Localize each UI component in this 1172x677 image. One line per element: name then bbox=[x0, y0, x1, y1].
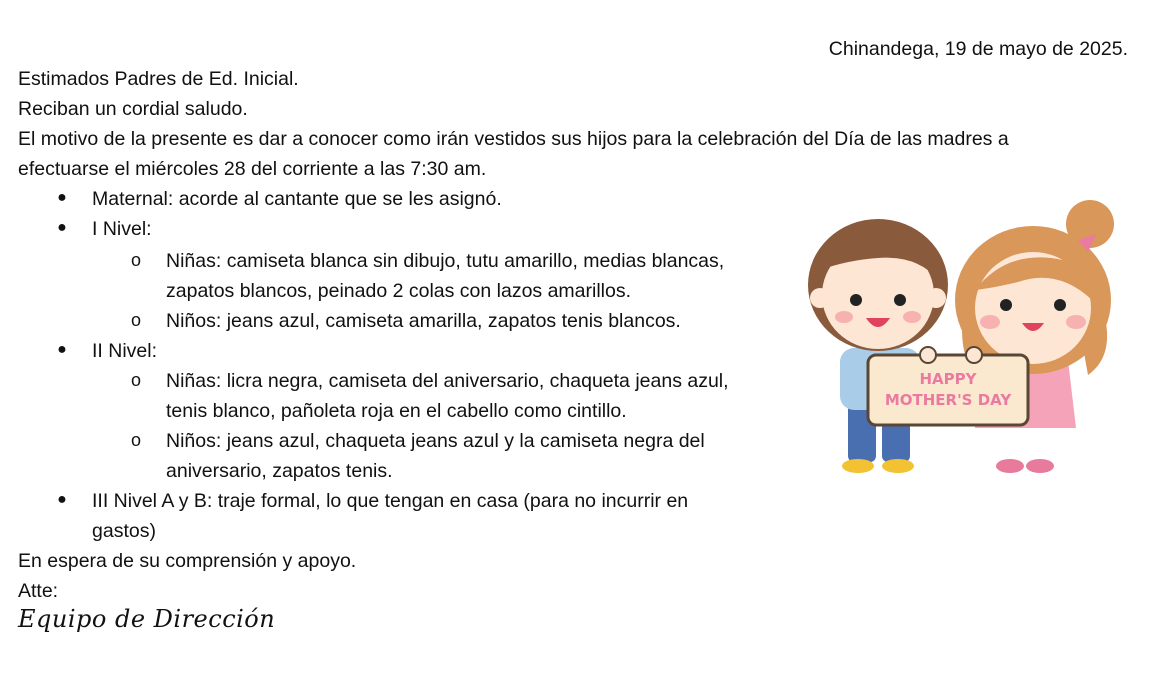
list-item-nivel1-title: I Nivel: bbox=[92, 218, 152, 240]
greeting: Estimados Padres de Ed. Inicial. bbox=[18, 68, 299, 90]
sign-line-2: MOTHER'S DAY bbox=[884, 391, 1012, 409]
nivel1-ninas-line1: Niñas: camiseta blanca sin dibujo, tutu amarillo, medias blancas, bbox=[166, 250, 725, 272]
circle-bullet-icon: o bbox=[130, 430, 141, 450]
nivel2-ninos-line1: Niños: jeans azul, chaqueta jeans azul y la camiseta negra del bbox=[166, 430, 705, 452]
intro-line-1: El motivo de la presente es dar a conocer como irán vestidos sus hijos para la celebración del Día de las madres a bbox=[18, 128, 1009, 150]
bullet-icon: ● bbox=[57, 341, 67, 358]
date-line: Chinandega, 19 de mayo de 2025. bbox=[828, 38, 1128, 60]
salutation: Reciban un cordial saludo. bbox=[18, 98, 248, 120]
sign-line-1: HAPPY bbox=[919, 370, 977, 388]
closing-line: En espera de su comprensión y apoyo. bbox=[18, 550, 357, 572]
intro-line-2: efectuarse el miércoles 28 del corriente a las 7:30 am. bbox=[18, 158, 487, 180]
signature: Equipo de Dirección bbox=[18, 605, 276, 633]
circle-bullet-icon: o bbox=[130, 370, 141, 390]
circle-bullet-icon: o bbox=[130, 250, 141, 270]
girl-figure bbox=[955, 200, 1114, 473]
bullet-icon: ● bbox=[57, 491, 67, 508]
atte-label: Atte: bbox=[18, 580, 59, 602]
nivel2-ninos-line2: aniversario, zapatos tenis. bbox=[166, 460, 393, 482]
list-item-nivel3-line2: gastos) bbox=[92, 520, 156, 542]
circle-bullet-icon: o bbox=[130, 310, 141, 330]
bullet-icon: ● bbox=[57, 189, 67, 206]
nivel1-ninos-line1: Niños: jeans azul, camiseta amarilla, zapatos tenis blancos. bbox=[166, 310, 681, 332]
list-item-nivel2-title: II Nivel: bbox=[92, 340, 158, 362]
happy-mothers-day-sign bbox=[868, 347, 1028, 425]
list-item-maternal: Maternal: acorde al cantante que se les asignó. bbox=[92, 188, 502, 210]
bullet-icon: ● bbox=[57, 219, 67, 236]
mothers-day-illustration bbox=[778, 190, 1128, 480]
boy-figure bbox=[808, 219, 948, 473]
nivel2-ninas-line1: Niñas: licra negra, camiseta del aniversario, chaqueta jeans azul, bbox=[166, 370, 729, 392]
nivel1-ninas-line2: zapatos blancos, peinado 2 colas con lazos amarillos. bbox=[166, 280, 632, 302]
nivel2-ninas-line2: tenis blanco, pañoleta roja en el cabello como cintillo. bbox=[166, 400, 627, 422]
list-item-nivel3-line1: III Nivel A y B: traje formal, lo que tengan en casa (para no incurrir en bbox=[92, 490, 689, 512]
